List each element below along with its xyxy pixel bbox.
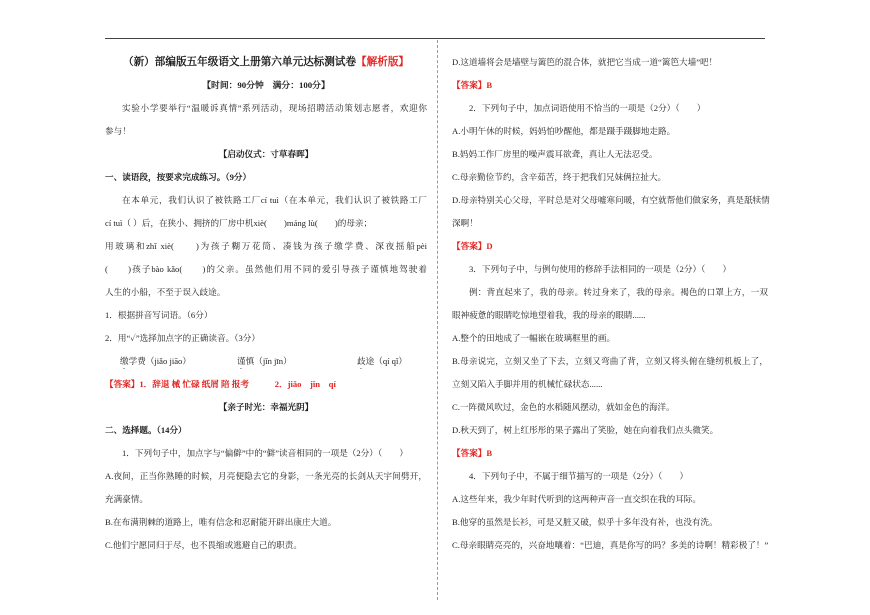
option-b: B.他穿的虽然是长衫，可是又脏又破，似乎十多年没有补，也没有洗。 bbox=[452, 517, 718, 527]
section-banner: 【启动仪式：寸草春晖】 bbox=[218, 149, 314, 159]
word-rest: 慎 bbox=[245, 356, 255, 366]
question-stem: 4．下列句子中，不属于细节描写的一项是（2分）（ ） bbox=[469, 471, 689, 481]
question-stem: 1．下列句子中，加点字与“偏僻”中的“僻”读音相同的一项是（2分）（ ） bbox=[122, 448, 408, 458]
paper-title bbox=[105, 51, 427, 74]
answer-key: 【答案】1．辞退 械 忙碌 纸屑 陪 报考 2．jiǎo jǐn qí bbox=[105, 379, 336, 389]
option-a: A.整个的田地成了一幅嵌在玻璃框里的画。 bbox=[452, 333, 616, 343]
answer-key: 【答案】B bbox=[452, 448, 493, 458]
intro-line: 实验小学要举行“温暖诉真情”系列活动，现场招聘活动策划志愿者，欢迎你 bbox=[122, 103, 427, 113]
option-a-continued: 充满豪情。 bbox=[105, 494, 148, 504]
reading-options bbox=[105, 350, 427, 373]
option-a: A.这些年来，我少年时代听到的这两种声音一直交织在我的耳际。 bbox=[452, 494, 701, 504]
option-d-continued: 深啊！ bbox=[452, 218, 478, 228]
title-edition-tag: 【解析版】 bbox=[356, 57, 410, 68]
reading-option bbox=[237, 350, 357, 373]
option-d: D.秋天到了，树上红彤彤的果子露出了笑脸，她在向着我们点头微笑。 bbox=[452, 425, 719, 435]
option-b: B.在布满荆棘的道路上，唯有信念和忍耐能开辟出康庄大道。 bbox=[105, 517, 337, 527]
reading-option bbox=[120, 350, 237, 373]
column-divider bbox=[437, 40, 438, 600]
dotted-char: 谨 bbox=[237, 356, 246, 366]
passage-line: ( )孩子bào kǎo( )的父亲。虽然他们用不同的爱引导孩子谨慎地驾驶着 bbox=[105, 264, 427, 274]
intro-line: 参与！ bbox=[105, 126, 131, 136]
section-banner: 【亲子时光：幸福光阴】 bbox=[218, 402, 314, 412]
dotted-char: 缴 bbox=[120, 356, 129, 366]
section-heading: 一、读语段，按要求完成练习。（9分） bbox=[105, 172, 252, 182]
question-stem: 2．用“✓”选择加点字的正确读音。（3分） bbox=[105, 333, 260, 343]
word-rest: 途 bbox=[365, 356, 375, 366]
question-stem: 1．根据拼音写词语。（6分） bbox=[105, 310, 213, 320]
answer-key: 【答案】B bbox=[452, 80, 493, 90]
option-d: D.这道墙将会是墙壁与篱笆的混合体，就把它当成一道“篱笆大墙”吧！ bbox=[452, 57, 718, 67]
exam-meta: 【时间：90分钟 满分：100分】 bbox=[202, 80, 330, 90]
word-rest: 学费 bbox=[128, 356, 146, 366]
answer-key: 【答案】D bbox=[452, 241, 493, 251]
passage-line: 用玻璃和zhǐ xiè( )为孩子糊万花筒、凑钱为孩子缴学费、深夜摇船pèi bbox=[105, 241, 427, 251]
option-a: A.夜间，正当你熟睡的时候，月亮便隐去它的身影，一条光亮的长剑从天宇间劈开， bbox=[105, 471, 427, 481]
reading-option bbox=[357, 350, 417, 373]
header-rule bbox=[105, 38, 765, 39]
section-heading: 二、选择题。（14分） bbox=[105, 425, 187, 435]
option-c: C.母亲勤俭节约，含辛茹苦，终于把我们兄妹俩拉扯大。 bbox=[452, 172, 667, 182]
option-d: D.母亲特别关心父母，平时总是对父母嘘寒问暖，有空就帮他们做家务，真是舐犊情 bbox=[452, 195, 770, 205]
option-c: C.他们宁愿同归于尽，也不畏缩或逃避自己的职责。 bbox=[105, 540, 302, 550]
question-stem: 2．下列句子中，加点词语使用不恰当的一项是（2分）（ ） bbox=[469, 103, 706, 113]
left-column bbox=[105, 51, 427, 557]
passage-line: cí tuì（ ）后，在狭小、拥挤的厂房中机xiè( )máng lù( )的母亲； bbox=[105, 218, 373, 228]
option-a: A.小明午休的时候，妈妈怕吵醒他，都是蹑手蹑脚地走路。 bbox=[452, 126, 676, 136]
pinyin-choices: （qí qǐ） bbox=[374, 356, 407, 366]
passage-line: 人生的小船，不至于误入歧途。 bbox=[105, 287, 226, 297]
option-b-continued: 立刻又陷入手脚并用的机械忙碌状态...... bbox=[452, 379, 603, 389]
example-sentence: 例：背直起来了，我的母亲。转过身来了，我的母亲。褐色的口罩上方，一双 bbox=[469, 287, 768, 297]
option-b: B.妈妈工作厂房里的噪声震耳欲聋，真让人无法忍受。 bbox=[452, 149, 658, 159]
pinyin-choices: （jiǎo jiāo） bbox=[145, 356, 191, 366]
option-c: C.一阵微风吹过，金色的水稻随风摆动，就如金色的海洋。 bbox=[452, 402, 675, 412]
question-stem: 3．下列句子中，与例句使用的修辞手法相同的一项是（2分）（ ） bbox=[469, 264, 732, 274]
title-text: （新）部编版五年级语文上册第六单元达标测试卷 bbox=[122, 57, 357, 68]
passage-line: 在本单元，我们认识了被铁路工厂cí tuì（在本单元，我们认识了被铁路工厂 bbox=[122, 195, 427, 205]
right-column bbox=[452, 51, 768, 557]
option-b: B.母亲说完，立刻又坐了下去，立刻又弯曲了背，立刻又将头俯在缝纫机板上了， bbox=[452, 356, 768, 366]
option-c: C.母亲眼睛亮亮的，兴奋地嚷着：“巴迪，真是你写的吗？多美的诗啊！精彩极了！” bbox=[452, 540, 769, 550]
dotted-char: 歧 bbox=[357, 356, 366, 366]
pinyin-choices: （jǐn jīn） bbox=[254, 356, 292, 366]
example-sentence-continued: 眼神疲惫的眼睛吃惊地望着我，我的母亲的眼睛...... bbox=[452, 310, 646, 320]
